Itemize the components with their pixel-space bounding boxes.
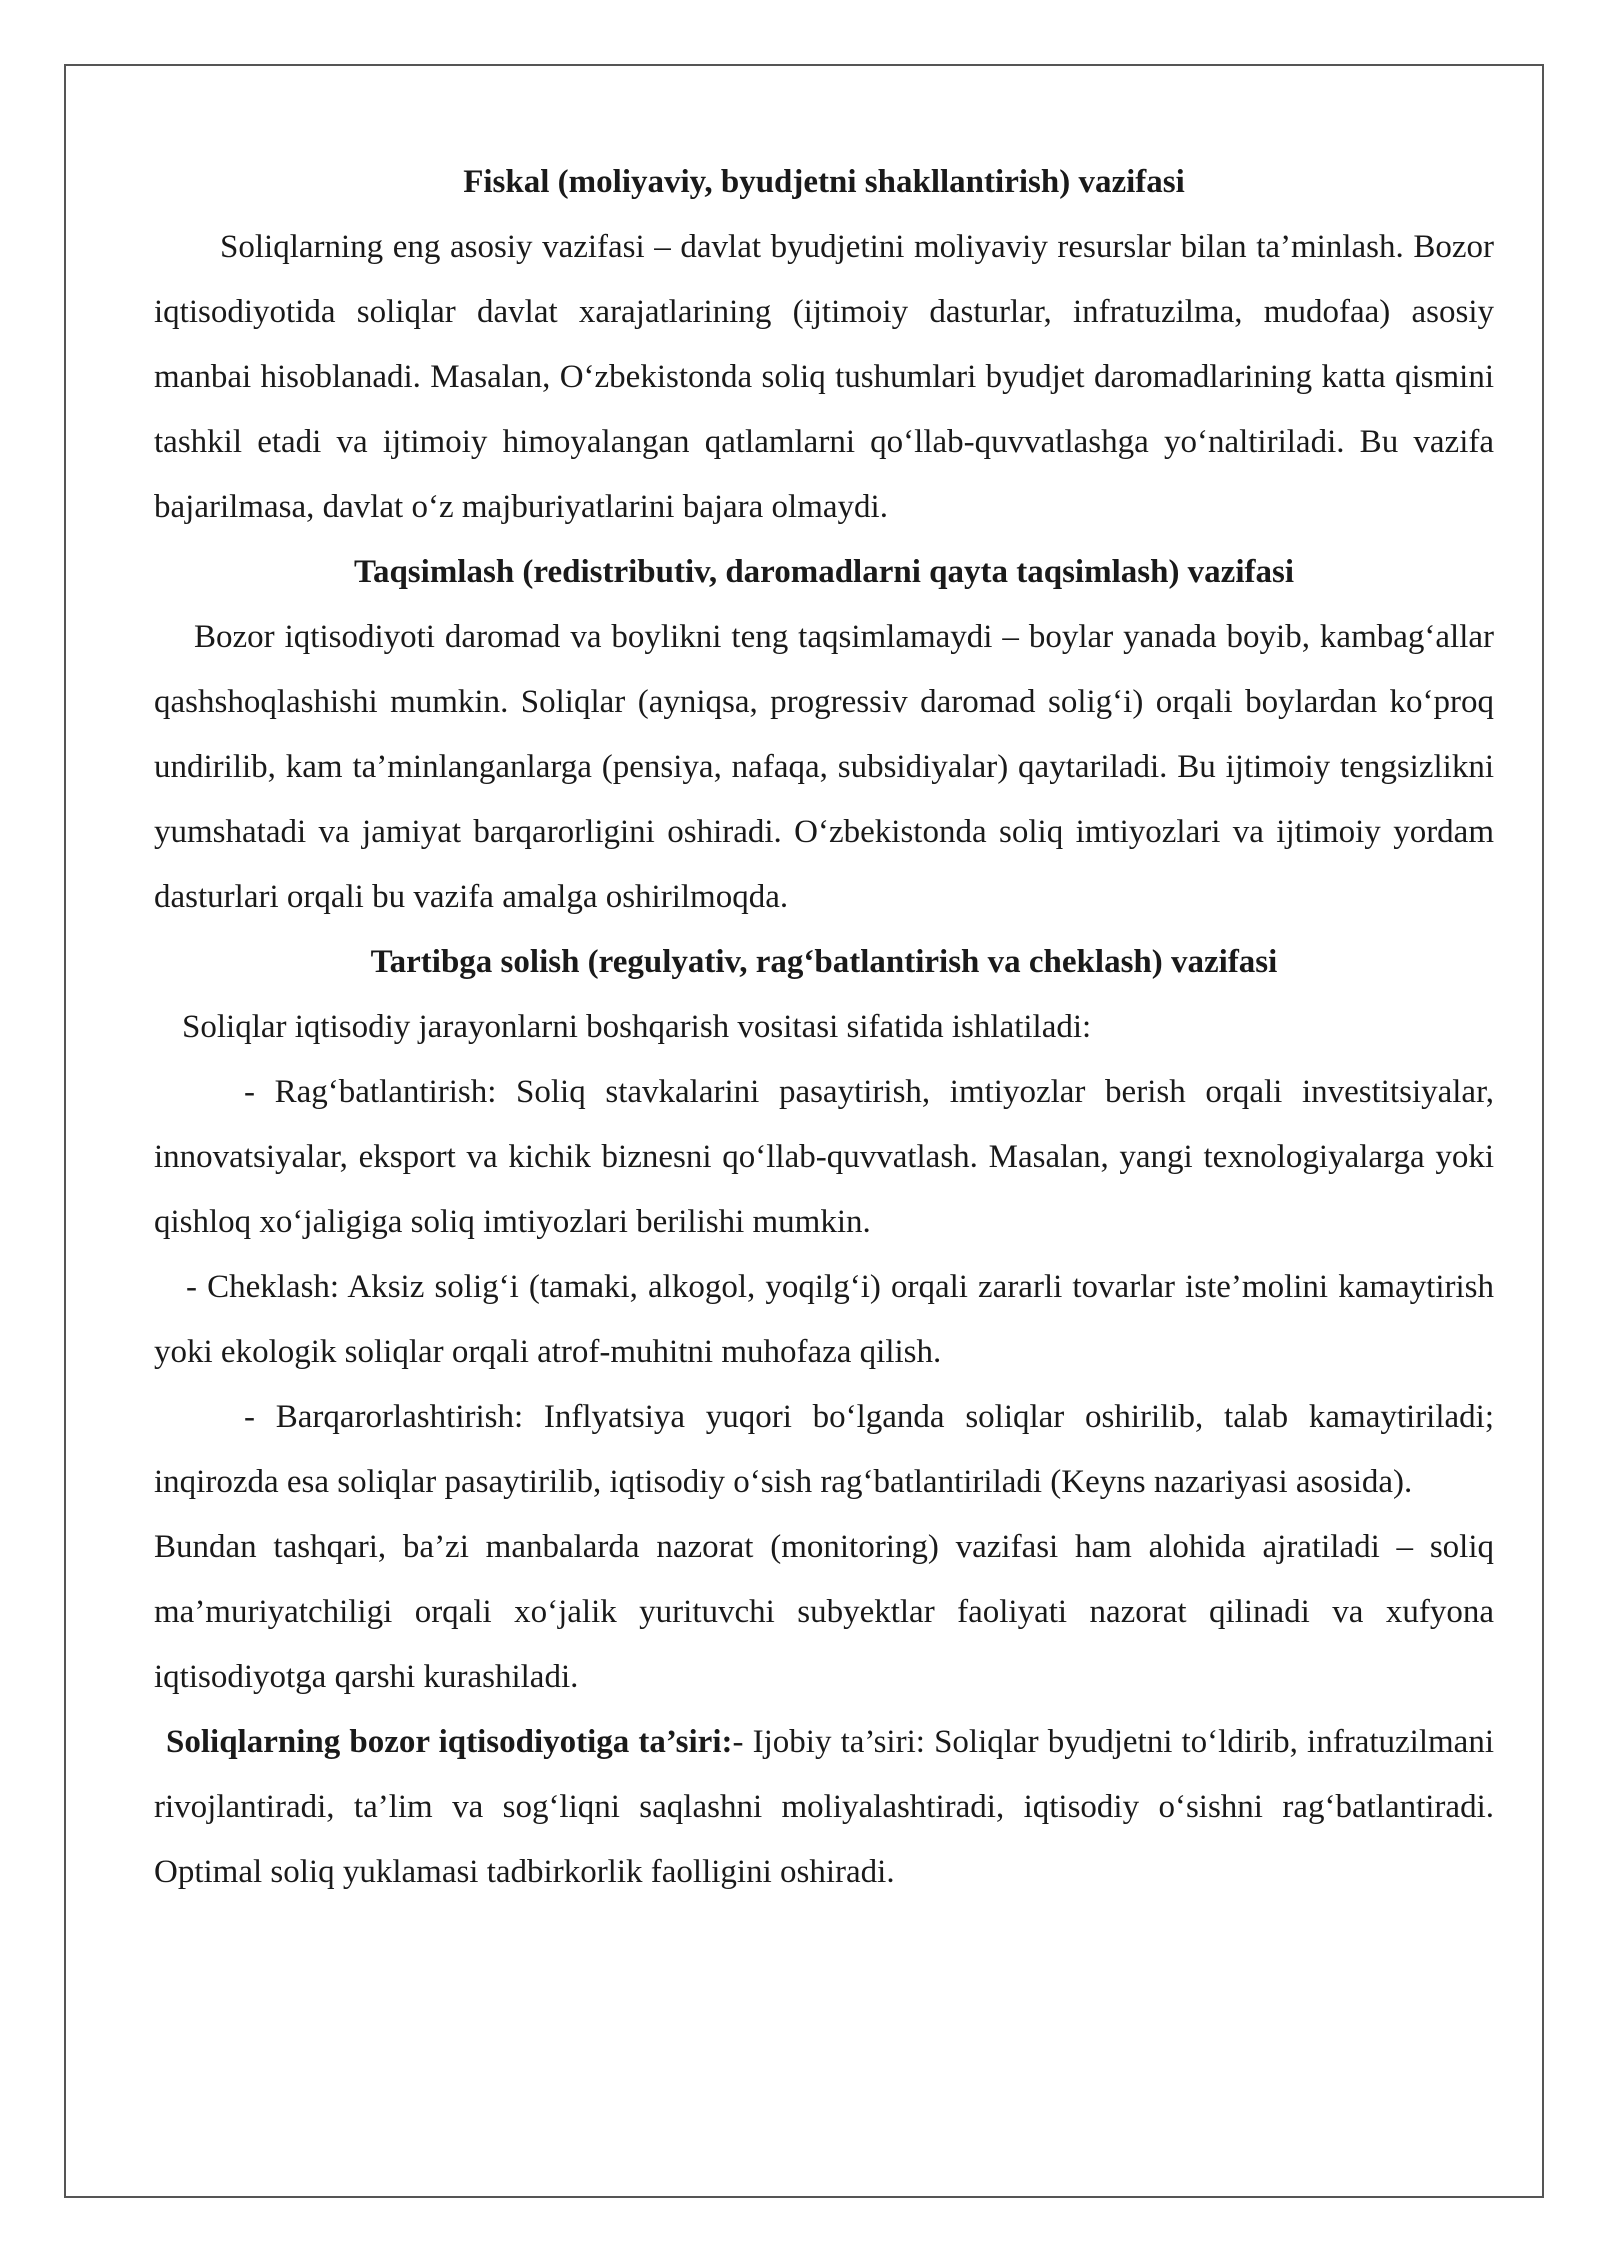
impact-body: - Ijobiy ta’siri: Soliqlar byudjetni to‘ldirib, infratuzilmani rivojlantiradi, ta’lim va sog‘liqni saqlashni moliyalashtiradi, iqtisodiy o‘sishni rag‘batlantiradi. Optimal soliq yuklamasi tadbirkorlik faolligini oshiradi. — [154, 1724, 1494, 1890]
paragraph-redistributive: Bozor iqtisodiyoti daromad va boylikni teng taqsimlamaydi – boylar yanada boyib, kambag‘allar qashshoqlashishi mumkin. Soliqlar (ayniqsa, progressiv daromad solig‘i) orqali boylardan ko‘proq undirilib, kam ta’minlanganlarga (pensiya, nafaqa, subsidiyalar) qaytariladi. Bu ijtimoiy tengsizlikni yumshatadi va jamiyat barqarorligini oshiradi. O‘zbekistonda soliq imtiyozlari va ijtimoiy yordam dasturlari orqali bu vazifa amalga oshirilmoqda. — [154, 619, 1494, 915]
paragraph-fiscal: Soliqlarning eng asosiy vazifasi – davlat byudjetini moliyaviy resurslar bilan ta’minlash. Bozor iqtisodiyotida soliqlar davlat xarajatlarining (ijtimoiy dasturlar, infratuzilma, mudofaa) asosiy manbai hisoblanadi. Masalan, O‘zbekistonda soliq tushumlari byudjet daromadlarining katta qismini tashkil etadi va ijtimoiy himoyalangan qatlamlarni qo‘llab-quvvatlashga yo‘naltiriladi. Bu vazifa bajarilmasa, davlat o‘z majburiyatlarini bajara olmaydi. — [154, 229, 1494, 525]
list-item-stimulation: - Rag‘batlantirish: Soliq stavkalarini pasaytirish, imtiyozlar berish orqali investitsiyalar, innovatsiyalar, eksport va kichik biznesni qo‘llab-quvvatlash. Masalan, yangi texnologiyalarga yoki qishloq xo‘jaligiga soliq imtiyozlari berilishi mumkin. — [154, 1074, 1494, 1240]
section-heading-redistributive: Taqsimlash (redistributiv, daromadlarni qayta taqsimlash) vazifasi — [353, 554, 1295, 590]
section-heading-fiscal: Fiskal (moliyaviy, byudjetni shakllantirish) vazifasi — [463, 164, 1185, 200]
paragraph-monitoring: Bundan tashqari, ba’zi manbalarda nazorat (monitoring) vazifasi ham alohida ajratiladi – soliq ma’muriyatchiligi orqali xo‘jalik yurituvchi subyektlar faoliyati nazorat qilinadi va xufyona iqtisodiyotga qarshi kurashiladi. — [154, 1529, 1494, 1695]
paragraph-regulatory-intro: Soliqlar iqtisodiy jarayonlarni boshqarish vositasi sifatida ishlatiladi: — [182, 1009, 1092, 1045]
list-item-stabilization: - Barqarorlashtirish: Inflyatsiya yuqori bo‘lganda soliqlar oshirilib, talab kamaytiriladi; inqirozda esa soliqlar pasaytirilib, iqtisodiy o‘sish rag‘batlantiriladi (Keyns nazariyasi asosida). — [154, 1399, 1494, 1500]
section-heading-regulatory: Tartibga solish (regulyativ, rag‘batlantirish va cheklash) vazifasi — [370, 944, 1278, 980]
document-body — [154, 150, 1494, 1905]
impact-lead: Soliqlarning bozor iqtisodiyotiga ta’siri: — [166, 1724, 733, 1760]
list-item-restriction: - Cheklash: Aksiz solig‘i (tamaki, alkogol, yoqilg‘i) orqali zararli tovarlar iste’molini kamaytirish yoki ekologik soliqlar orqali atrof-muhitni muhofaza qilish. — [154, 1269, 1494, 1370]
paragraph-impact — [154, 1710, 1494, 1905]
